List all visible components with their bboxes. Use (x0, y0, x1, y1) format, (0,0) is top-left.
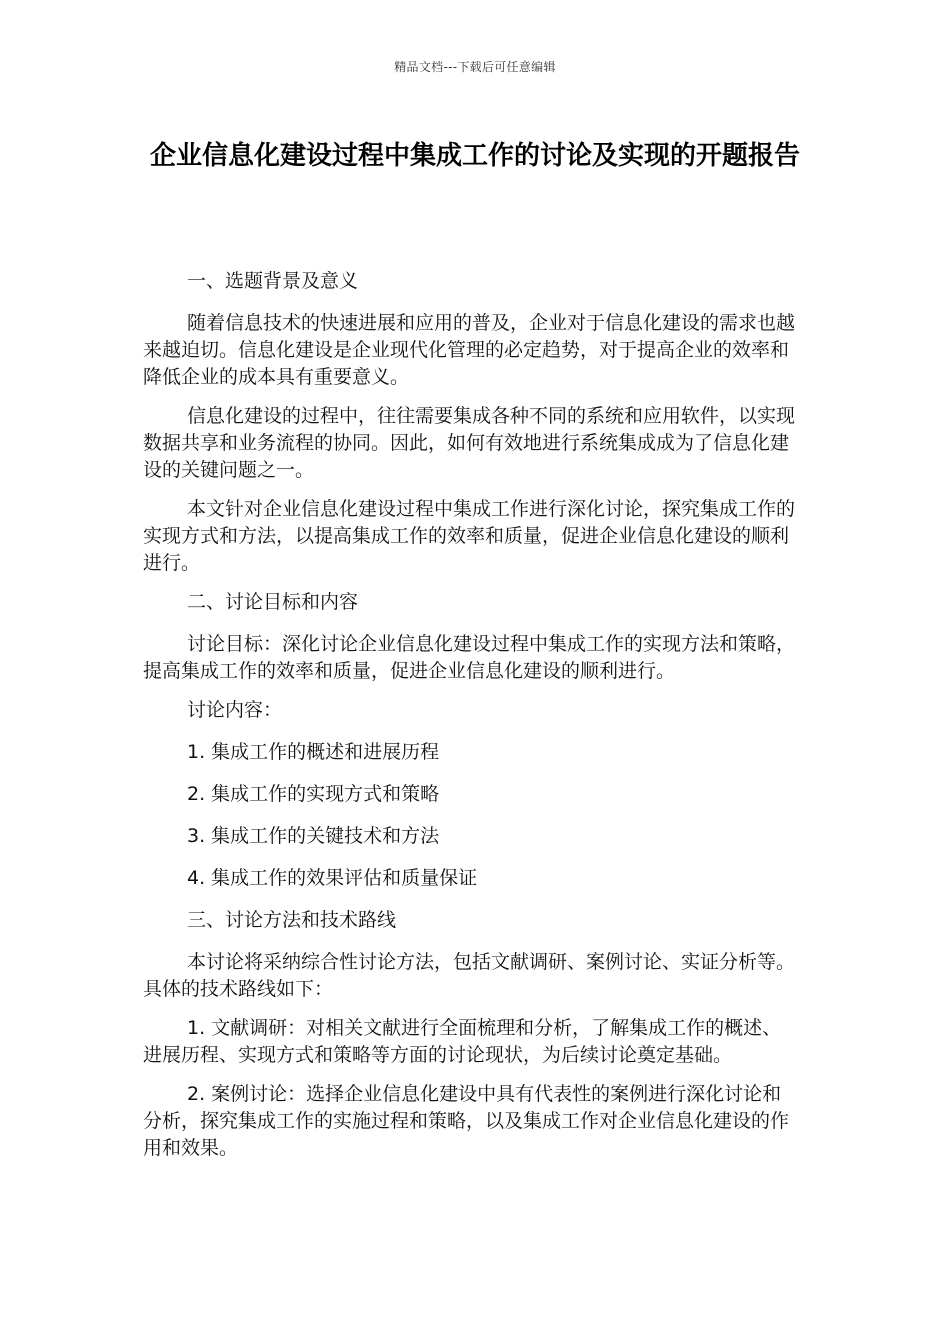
header-note: 精品文档---下载后可任意编辑 (394, 60, 556, 74)
section-heading-background: 一、选题背景及意义 (187, 270, 359, 292)
section-heading-methods: 三、讨论方法和技术路线 (187, 909, 397, 931)
list-item-method-1: 1. 文献调研：对相关文献进行全面梳理和分析，了解集成工作的概述、进展历程、实现方式和策略等方面的讨论现状，为后续讨论奠定基础。 (143, 1017, 782, 1066)
list-item-content-2: 2. 集成工作的实现方式和策略 (187, 783, 440, 805)
paragraph-background-1: 随着信息技术的快速进展和应用的普及，企业对于信息化建设的需求也越来越迫切。信息化建设是企业现代化管理的必定趋势，对于提高企业的效率和降低企业的成本具有重要意义。 (143, 312, 796, 388)
section-heading-goals: 二、讨论目标和内容 (187, 591, 359, 613)
paragraph-background-3: 本文针对企业信息化建设过程中集成工作进行深化讨论，探究集成工作的实现方式和方法，以提高集成工作的效率和质量，促进企业信息化建设的顺利进行。 (143, 498, 796, 574)
list-item-content-4: 4. 集成工作的效果评估和质量保证 (187, 867, 478, 889)
list-item-content-1: 1. 集成工作的概述和进展历程 (187, 741, 440, 763)
document-body (143, 268, 799, 1174)
paragraph-background-2: 信息化建设的过程中，往往需要集成各种不同的系统和应用软件，以实现数据共享和业务流程的协同。因此，如何有效地进行系统集成成为了信息化建设的关键问题之一。 (143, 405, 796, 481)
paragraph-content-label: 讨论内容： (187, 699, 283, 721)
document-title: 企业信息化建设过程中集成工作的讨论及实现的开题报告 (149, 141, 800, 171)
paragraph-goals: 讨论目标：深化讨论企业信息化建设过程中集成工作的实现方法和策略，提高集成工作的效率和质量，促进企业信息化建设的顺利进行。 (143, 633, 796, 682)
list-item-content-3: 3. 集成工作的关键技术和方法 (187, 825, 440, 847)
paragraph-methods: 本讨论将采纳综合性讨论方法，包括文献调研、案例讨论、实证分析等。具体的技术路线如下： (143, 951, 796, 1000)
list-item-method-2: 2. 案例讨论：选择企业信息化建设中具有代表性的案例进行深化讨论和分析，探究集成工作的实施过程和策略，以及集成工作对企业信息化建设的作用和效果。 (143, 1083, 790, 1159)
